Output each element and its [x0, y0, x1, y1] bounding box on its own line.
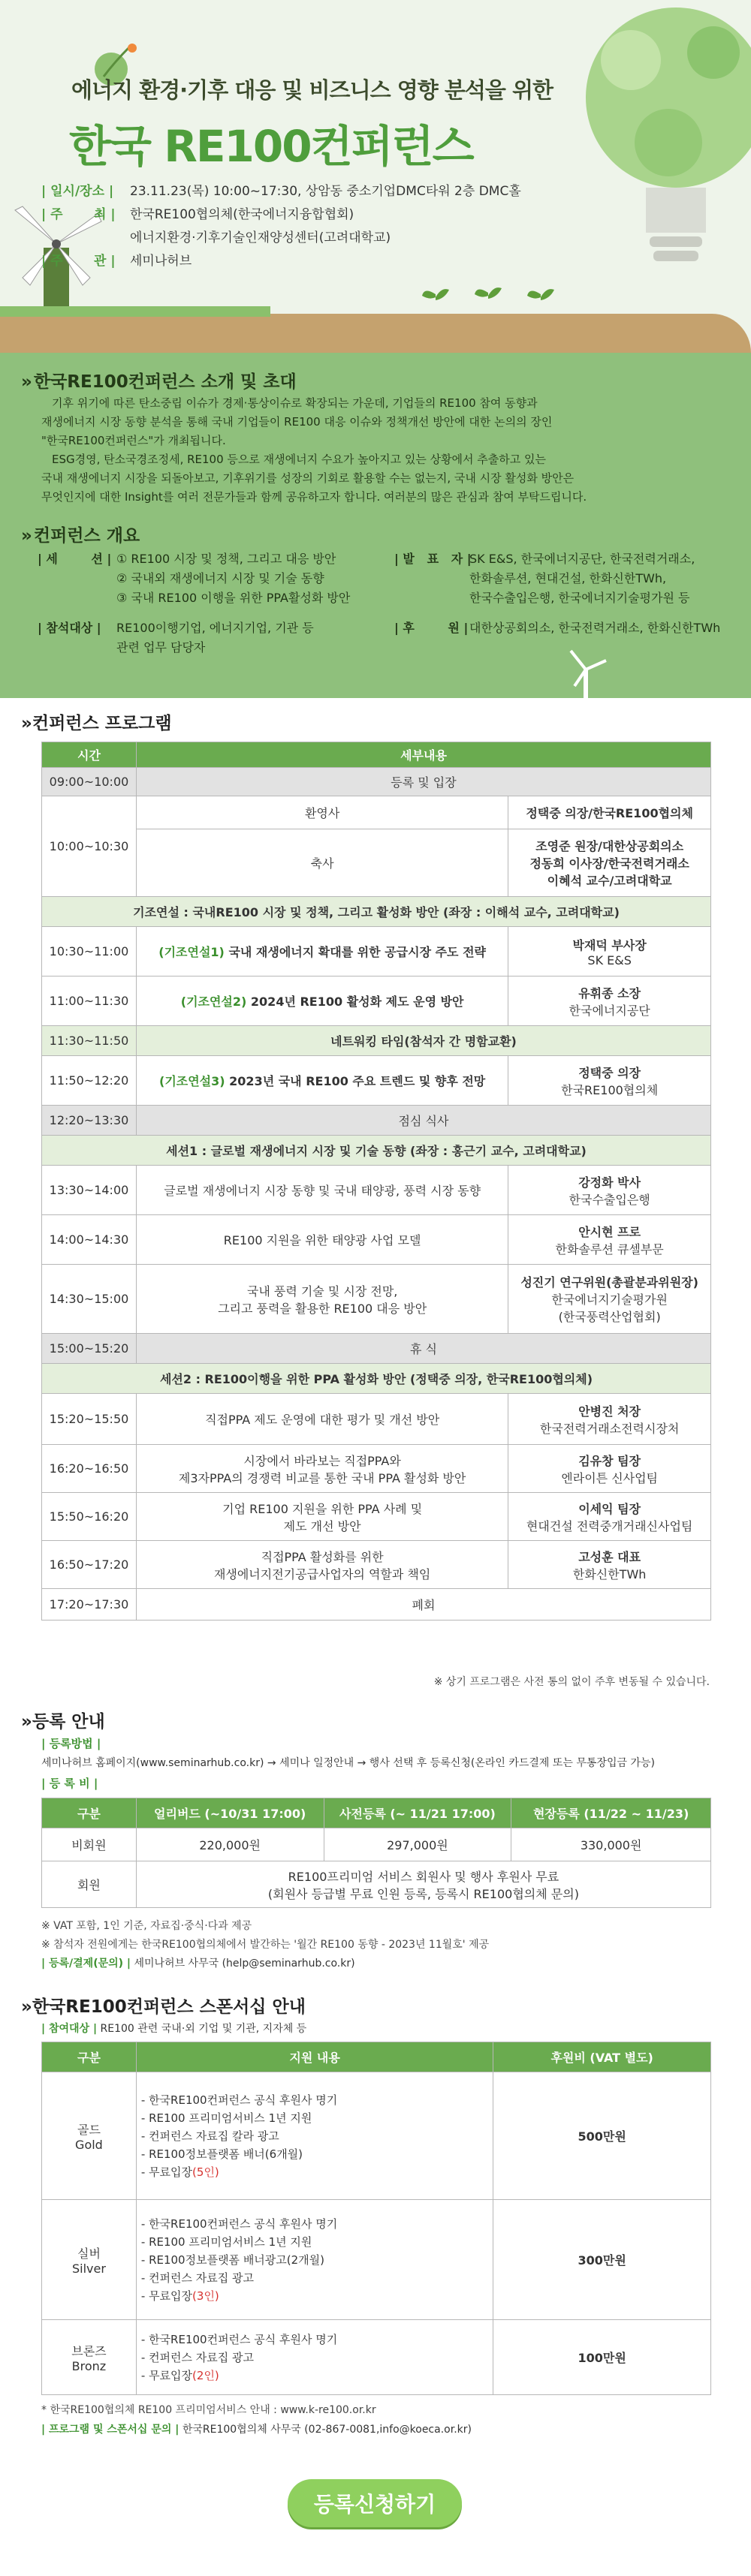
overview-heading: »컨퍼런스 개요	[21, 526, 140, 546]
reg-inquiry: | 등록/결제(문의) | 세미나허브 사무국 (help@seminarhub.co.kr)	[41, 1958, 355, 1970]
table-row: 17:20~17:30 폐회	[42, 1589, 711, 1621]
ground-band	[0, 314, 751, 353]
lightbulb-tree-icon	[586, 0, 751, 315]
hero-banner	[0, 0, 751, 353]
sponsorship-heading: »한국RE100컨퍼런스 스폰서십 안내	[21, 1997, 306, 2017]
table-row: 실버 Silver - 한국RE100컨퍼런스 공식 후원사 명기 - RE100 프리미엄서비스 1년 지원 - RE100정보플랫폼 배너광고(2개월) - 컨퍼런스 자료집 광고 - 무료입장(3인) 300만원	[42, 2200, 711, 2320]
intro-text: 기후 위기에 따른 탄소중립 이슈가 경제·통상이슈로 확장되는 가운데, 기업들의 RE100 참여 동향과 재생에너지 시장 동향 분석을 통해 국내 기업들이 RE100 대응 이슈와 정책개선 방안에 대한 논의의 장인 "한국RE100컨퍼런스"가 개최됩니다. ESG경영, 탄소국경조정세, RE100 등으로 재생에너지 수요가 높아지고 있는 상황에서 추출하고 있는 국내 재생에너지 시장을 되돌아보고, 기후위기를 성장의 기회로 활용할 수는 없는지, 국내 시장 활성화 방안은 무엇인지에 대한 Insight를 여러 전문가들과 함께 공유하고자 합니다. 여러분의 많은 관심과 참여 부탁드립니다.	[41, 396, 587, 504]
table-row: 축사 조영준 원장/대한상공회의소 정동희 이사장/한국전력거래소 이혜석 교수/고려대학교	[42, 829, 711, 897]
reg-note: ※ VAT 포함, 1인 기준, 자료집·중식·다과 제공	[41, 1920, 252, 1932]
windmill-small-icon	[559, 647, 612, 698]
table-row: 11:50~12:20 (기조연설3) 2023년 국내 RE100 주요 트렌드 및 향후 전망 정택중 의장 한국RE100협의체	[42, 1056, 711, 1106]
table-row: 브론즈 Bronz - 한국RE100컨퍼런스 공식 후원사 명기 - 컨퍼런스 자료집 광고 - 무료입장(2인) 100만원	[42, 2320, 711, 2395]
program-heading: »컨퍼런스 프로그램	[21, 714, 172, 733]
registration-heading: »등록 안내	[21, 1712, 105, 1732]
table-row: 15:00~15:20 휴 식	[42, 1334, 711, 1364]
table-row: 15:50~16:20 기업 RE100 지원을 위한 PPA 사례 및 제도 개선 방안 이세익 팀장 현대건설 전력중개거래신사업팀	[42, 1493, 711, 1541]
sponsor-table: 구분 지원 내용 후원비 (VAT 별도) 골드 Gold - 한국RE100컨퍼런스 공식 후원사 명기 - RE100 프리미엄서비스 1년 지원 - 컨퍼런스 자료집 칼라 광고 - RE100정보플랫폼 배너(6개월) - 무료입장(5인) 500만원 실버 Silver - 한국RE100컨퍼런스 공식 후원사 명기 - RE100 프리미엄서비스 1년 지원 - RE100정보플랫폼 배너광고(2개월) - 컨퍼런스 자료집 광고 - 무료입장(3인) 300만원 브론즈 Bronz - 한국RE100컨퍼런스 공식 후원사 명기 - 컨퍼런스 자료집 광고 - 무료입장(2인) 100만원	[41, 2042, 711, 2395]
table-row: 15:20~15:50 직접PPA 제도 운영에 대한 평가 및 개선 방안 안병진 처장 한국전력거래소전력시장처	[42, 1394, 711, 1445]
info-row: | 주 최 | 한국RE100협의체(한국에너지융합협회)	[41, 207, 354, 222]
table-row: 회원 RE100프리미엄 서비스 회원사 및 행사 후원사 무료 (회원사 등급별 무료 인원 등록, 등록시 RE100협의체 문의)	[42, 1861, 711, 1908]
overview-right: | 발 표 자 | SK E&S, 한국에너지공단, 한국전력거래소, 한화솔루션, 현대건설, 한화신한TWh, 한국수출입은행, 한국에너지기술평가원 등 | 후 원 | 대한상공회의소, 한국전력거래소, 한화신한TWh	[394, 552, 721, 635]
info-row: | 일시/장소 | 23.11.23(목) 10:00~17:30, 상암동 중소기업DMC타워 2층 DMC홀	[41, 184, 521, 199]
hero-info	[41, 180, 521, 273]
table-row: 16:50~17:20 직접PPA 활성화를 위한 재생에너지전기공급사업자의 역할과 책임 고성훈 대표 한화신한TWh	[42, 1541, 711, 1589]
info-row: | 주 관 | 세미나허브	[41, 254, 192, 269]
reg-note: ※ 참석자 전원에게는 한국RE100협의체에서 발간하는 '월간 RE100 동향 - 2023년 11월호' 제공	[41, 1939, 490, 1951]
table-row: 골드 Gold - 한국RE100컨퍼런스 공식 후원사 명기 - RE100 프리미엄서비스 1년 지원 - 컨퍼런스 자료집 칼라 광고 - RE100정보플랫폼 배너(6개월) - 무료입장(5인) 500만원	[42, 2072, 711, 2200]
table-row: 10:00~10:30 환영사 정택중 의장/한국RE100협의체	[42, 796, 711, 829]
section-band: 세션2 : RE100이행을 위한 PPA 활성화 방안 (정택중 의장, 한국RE100협의체)	[42, 1364, 711, 1394]
sponsor-target: | 참여대상 | RE100 관련 국내·외 기업 및 기관, 지자체 등	[41, 2023, 307, 2035]
sponsor-inquiry: | 프로그램 및 스폰서십 문의 | 한국RE100협의체 사무국 (02-867-0081,info@koeca.or.kr)	[41, 2424, 472, 2436]
table-row: 11:30~11:50 네트워킹 타임(참석자 간 명함교환)	[42, 1026, 711, 1056]
table-row: 14:30~15:00 국내 풍력 기술 및 시장 전망, 그리고 풍력을 활용한 RE100 대응 방안 성진기 연구위원(총괄분과위원장) 한국에너지기술평가원 (한국풍력산업협회)	[42, 1265, 711, 1334]
table-row: 16:20~16:50 시장에서 바라보는 직접PPA와 제3자PPA의 경쟁력 비교를 통한 국내 PPA 활성화 방안 김유창 팀장 엔라이튼 신사업팀	[42, 1445, 711, 1493]
program-footnote: ※ 상기 프로그램은 사전 통의 없이 주후 변동될 수 있습니다.	[433, 1676, 710, 1688]
intro-heading: »한국RE100컨퍼런스 소개 및 초대	[21, 372, 297, 392]
hero-subtitle: 에너지 환경·기후 대응 및 비즈니스 영향 분석을 위한	[71, 77, 553, 103]
hero-title: 한국 RE100컨퍼런스	[69, 121, 473, 172]
intro-section	[0, 353, 751, 698]
overview-left: | 세 션 | ① RE100 시장 및 정책, 그리고 대응 방안 ② 국내외 재생에너지 시장 및 기술 동향 ③ 국내 RE100 이행을 위한 PPA활성화 방안 | 참석대상 | RE100이행기업, 에너지기업, 기관 등 관련 업무 담당자	[38, 552, 351, 655]
table-row: 비회원 220,000원 297,000원 330,000원	[42, 1828, 711, 1861]
table-row: 12:20~13:30 점심 식사	[42, 1106, 711, 1136]
program-table: 시간 세부내용 09:00~10:00 등록 및 입장 10:00~10:30 환영사 정택중 의장/한국RE100협의체 축사 조영준 원장/대한상공회의소 정동희 이사장/한국전력거래소 이혜석 교수/고려대학교 기조연설 : 국내RE100 시장 및 정책, 그리고 활성화 방안 (좌장 : 이해석 교수, 고려대학교) 10:30~11:00 (기조연설1) 국내 재생에너지 확대를 위한 공급시장 주도 전략 박재덕 부사장 SK E&S 11:00~11:30 (기조연설2) 2024년 RE100 활성화 제도 운영 방안 유휘종 소장 한국에너지공단 11:30~11:50 네트워킹 타임(참석자 간 명함교환) 11:50~12:20 (기조연설3) 2023년 국내 RE100 주요 트렌드 및 향후 전망 정택중 의장 한국RE100협의체 12:20~13:30 점심 식사 세션1 : 글로벌 재생에너지 시장 및 기술 동향 (좌장 : 홍근기 교수, 고려대학교) 13:30~14:00 글로벌 재생에너지 시장 동향 및 국내 태양광, 풍력 시장 동향 강정화 박사 한국수출입은행 14:00~14:30 RE100 지원을 위한 태양광 사업 모델 안시현 프로 한화솔루션 큐셀부문 14:30~15:00 국내 풍력 기술 및 시장 전망, 그리고 풍력을 활용한 RE100 대응 방안 성진기 연구위원(총괄분과위원장) 한국에너지기술평가원 (한국풍력산업협회) 15:00~15:20 휴 식 세션2 : RE100이행을 위한 PPA 활성화 방안 (정택중 의장, 한국RE100협의체) 15:20~15:50 직접PPA 제도 운영에 대한 평가 및 개선 방안 안병진 처장 한국전력거래소전력시장처 16:20~16:50 시장에서 바라보는 직접PPA와 제3자PPA의 경쟁력 비교를 통한 국내 PPA 활성화 방안 김유창 팀장 엔라이튼 신사업팀 15:50~16:20 기업 RE100 지원을 위한 PPA 사례 및 제도 개선 방안 이세익 팀장 현대건설 전력중개거래신사업팀 16:50~17:20 직접PPA 활성화를 위한 재생에너지전기공급사업자의 역할과 책임 고성훈 대표 한화신한TWh 17:20~17:30 폐회	[41, 742, 711, 1621]
section-band: 세션1 : 글로벌 재생에너지 시장 및 기술 동향 (좌장 : 홍근기 교수, 고려대학교)	[42, 1136, 711, 1166]
section-band: 기조연설 : 국내RE100 시장 및 정책, 그리고 활성화 방안 (좌장 : 이해석 교수, 고려대학교)	[42, 897, 711, 927]
fee-table: 구분 얼리버드 (~10/31 17:00) 사전등록 (~ 11/21 17:00) 현장등록 (11/22 ~ 11/23) 비회원 220,000원 297,000원 330,000원 회원 RE100프리미엄 서비스 회원사 및 행사 후원사 무료 (회원사 등급별 무료 인원 등록, 등록시 RE100협의체 문의)	[41, 1798, 711, 1908]
sprout-icon	[421, 279, 563, 315]
table-row: 11:00~11:30 (기조연설2) 2024년 RE100 활성화 제도 운영 방안 유휘종 소장 한국에너지공단	[42, 977, 711, 1026]
table-row: 09:00~10:00 등록 및 입장	[42, 768, 711, 796]
sponsor-note: * 한국RE100협의체 RE100 프리미엄서비스 안내 : www.k-re100.or.kr	[41, 2404, 376, 2416]
fee-label: | 등 록 비 |	[41, 1777, 98, 1790]
info-row: 에너지환경·기후기술인재양성센터(고려대학교)	[130, 230, 391, 245]
table-row: 10:30~11:00 (기조연설1) 국내 재생에너지 확대를 위한 공급시장 주도 전략 박재덕 부사장 SK E&S	[42, 927, 711, 977]
method-label: | 등록방법 |	[41, 1737, 101, 1750]
grass-strip	[0, 306, 270, 317]
register-button[interactable]: 등록신청하기	[288, 2479, 462, 2527]
table-row: 14:00~14:30 RE100 지원을 위한 태양광 사업 모델 안시현 프로 한화솔루션 큐셀부문	[42, 1215, 711, 1265]
method-text: 세미나허브 홈페이지(www.seminarhub.co.kr) → 세미나 일정안내 → 행사 선택 후 등록신청(온라인 카드결제 또는 무통장입금 가능)	[41, 1757, 655, 1769]
table-row: 13:30~14:00 글로벌 재생에너지 시장 동향 및 국내 태양광, 풍력 시장 동향 강정화 박사 한국수출입은행	[42, 1166, 711, 1215]
